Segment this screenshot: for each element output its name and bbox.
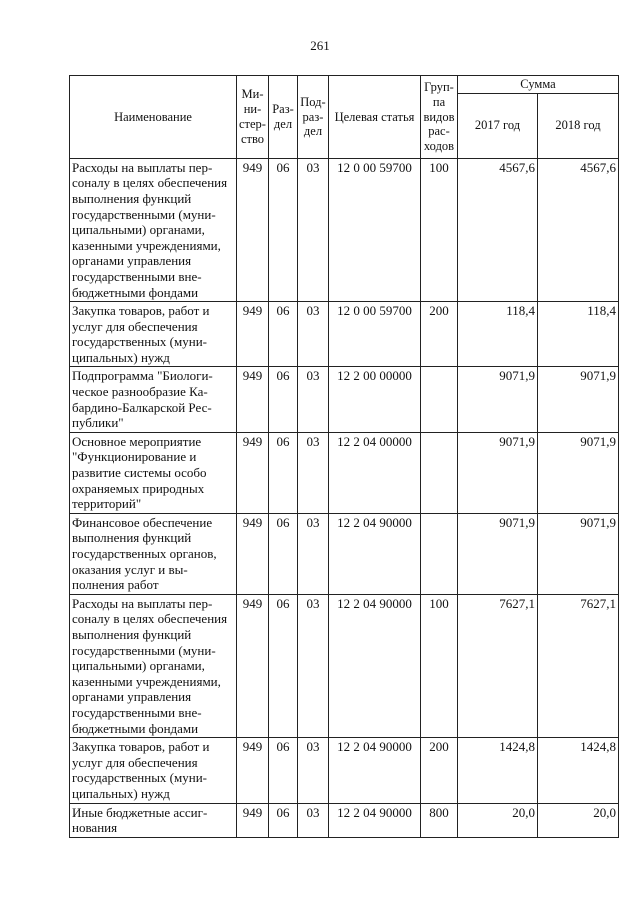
row-group: [421, 367, 458, 432]
row-subsection: 03: [298, 594, 329, 737]
table-row: [70, 302, 619, 367]
table-header-row: [70, 76, 619, 94]
row-name: Финансовое обеспечение выполнения функций государственных органов, оказания услуг и выполнения работ: [70, 513, 237, 594]
header-section: Раз-дел: [269, 76, 298, 159]
row-sum-2018: 1424,8: [538, 738, 619, 803]
row-ministry: 949: [237, 803, 269, 837]
row-subsection: 03: [298, 367, 329, 432]
row-section: 06: [269, 803, 298, 837]
row-sum-2018: 7627,1: [538, 594, 619, 737]
table-row: [70, 367, 619, 432]
row-section: 06: [269, 513, 298, 594]
table-row: [70, 432, 619, 513]
row-name: Закупка товаров, работ и услуг для обеспечения государственных (муниципальных) нужд: [70, 738, 237, 803]
row-sum-2018: 9071,9: [538, 513, 619, 594]
row-target: 12 2 00 00000: [329, 367, 421, 432]
row-name: Подпрограмма "Биологическое разнообразие Кабардино-Балкарской Республики": [70, 367, 237, 432]
row-target: 12 2 04 90000: [329, 803, 421, 837]
header-sum: Сумма: [458, 76, 619, 94]
row-target: 12 0 00 59700: [329, 158, 421, 301]
row-name: Иные бюджетные ассигнования: [70, 803, 237, 837]
table-row: [70, 803, 619, 837]
row-target: 12 2 04 90000: [329, 513, 421, 594]
row-section: 06: [269, 158, 298, 301]
row-sum-2017: 9071,9: [458, 367, 538, 432]
table-body: [70, 158, 619, 837]
row-group: 100: [421, 158, 458, 301]
header-group: Груп-па видов рас-ходов: [421, 76, 458, 159]
header-target: Целевая статья: [329, 76, 421, 159]
row-ministry: 949: [237, 432, 269, 513]
row-section: 06: [269, 594, 298, 737]
row-section: 06: [269, 432, 298, 513]
row-sum-2017: 9071,9: [458, 432, 538, 513]
header-name: Наименование: [70, 76, 237, 159]
row-sum-2018: 9071,9: [538, 432, 619, 513]
table-row: [70, 738, 619, 803]
row-subsection: 03: [298, 738, 329, 803]
row-name: Закупка товаров, работ и услуг для обеспечения государственных (муниципальных) нужд: [70, 302, 237, 367]
row-subsection: 03: [298, 302, 329, 367]
row-sum-2017: 118,4: [458, 302, 538, 367]
row-sum-2017: 9071,9: [458, 513, 538, 594]
row-ministry: 949: [237, 513, 269, 594]
row-sum-2017: 4567,6: [458, 158, 538, 301]
row-sum-2018: 9071,9: [538, 367, 619, 432]
row-group: 100: [421, 594, 458, 737]
row-target: 12 2 04 00000: [329, 432, 421, 513]
row-section: 06: [269, 738, 298, 803]
row-ministry: 949: [237, 302, 269, 367]
row-ministry: 949: [237, 594, 269, 737]
header-year-2017: 2017 год: [458, 93, 538, 158]
row-ministry: 949: [237, 158, 269, 301]
row-sum-2017: 1424,8: [458, 738, 538, 803]
row-sum-2018: 118,4: [538, 302, 619, 367]
table-row: [70, 158, 619, 301]
budget-table: [69, 75, 619, 838]
row-group: 200: [421, 302, 458, 367]
table-row: [70, 594, 619, 737]
row-ministry: 949: [237, 367, 269, 432]
row-sum-2018: 20,0: [538, 803, 619, 837]
row-name: Расходы на выплаты персоналу в целях обеспечения выполнения функций государственными (муниципальными) органами, казенными учреждениями, органами управления государственными внебюджетными фондами: [70, 158, 237, 301]
row-subsection: 03: [298, 513, 329, 594]
header-ministry: Ми-ни-стер-ство: [237, 76, 269, 159]
row-target: 12 2 04 90000: [329, 738, 421, 803]
row-group: [421, 432, 458, 513]
row-sum-2018: 4567,6: [538, 158, 619, 301]
row-sum-2017: 20,0: [458, 803, 538, 837]
row-section: 06: [269, 367, 298, 432]
row-target: 12 0 00 59700: [329, 302, 421, 367]
row-sum-2017: 7627,1: [458, 594, 538, 737]
row-subsection: 03: [298, 432, 329, 513]
row-subsection: 03: [298, 158, 329, 301]
row-target: 12 2 04 90000: [329, 594, 421, 737]
row-section: 06: [269, 302, 298, 367]
row-ministry: 949: [237, 738, 269, 803]
table-row: [70, 513, 619, 594]
row-group: [421, 513, 458, 594]
row-subsection: 03: [298, 803, 329, 837]
page-number: 261: [310, 38, 330, 53]
row-name: Основное мероприятие "Функционирование и развитие системы особо охраняемых природных территорий": [70, 432, 237, 513]
row-group: 800: [421, 803, 458, 837]
header-subsection: Под-раз-дел: [298, 76, 329, 159]
row-name: Расходы на выплаты персоналу в целях обеспечения выполнения функций государственными (муниципальными) органами, казенными учреждениями, органами управления государственными внебюджетными фондами: [70, 594, 237, 737]
header-year-2018: 2018 год: [538, 93, 619, 158]
row-group: 200: [421, 738, 458, 803]
